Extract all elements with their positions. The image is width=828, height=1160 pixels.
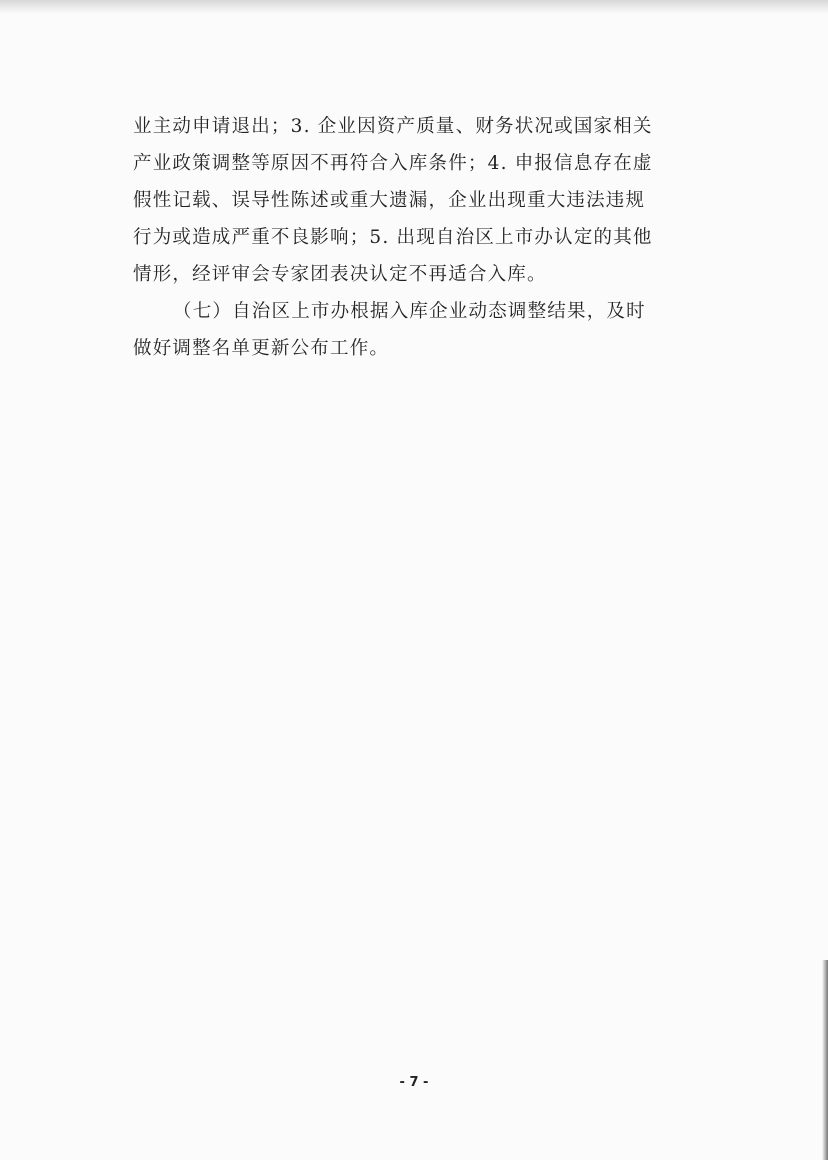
scan-top-edge xyxy=(0,0,828,14)
text-line: 行为或造成严重不良影响；5. 出现自治区上市办认定的其他 xyxy=(133,227,653,248)
scan-right-shadow xyxy=(822,960,828,1160)
text-line: 做好调整名单更新公布工作。 xyxy=(133,338,390,359)
text-line: 情形，经评审会专家团表决认定不再适合入库。 xyxy=(133,264,547,285)
document-body xyxy=(133,108,723,367)
paragraph-continuation xyxy=(133,108,723,293)
text-line: 产业政策调整等原因不再符合入库条件；4. 申报信息存在虚 xyxy=(133,153,653,174)
paragraph-item-7 xyxy=(133,293,723,367)
page-number: - 7 - xyxy=(399,1075,429,1090)
text-line: 业主动申请退出；3. 企业因资产质量、财务状况或国家相关 xyxy=(133,116,653,137)
text-line: （七）自治区上市办根据入库企业动态调整结果，及时 xyxy=(173,301,646,322)
text-line: 假性记载、误导性陈述或重大遗漏，企业出现重大违法违规 xyxy=(133,190,646,211)
